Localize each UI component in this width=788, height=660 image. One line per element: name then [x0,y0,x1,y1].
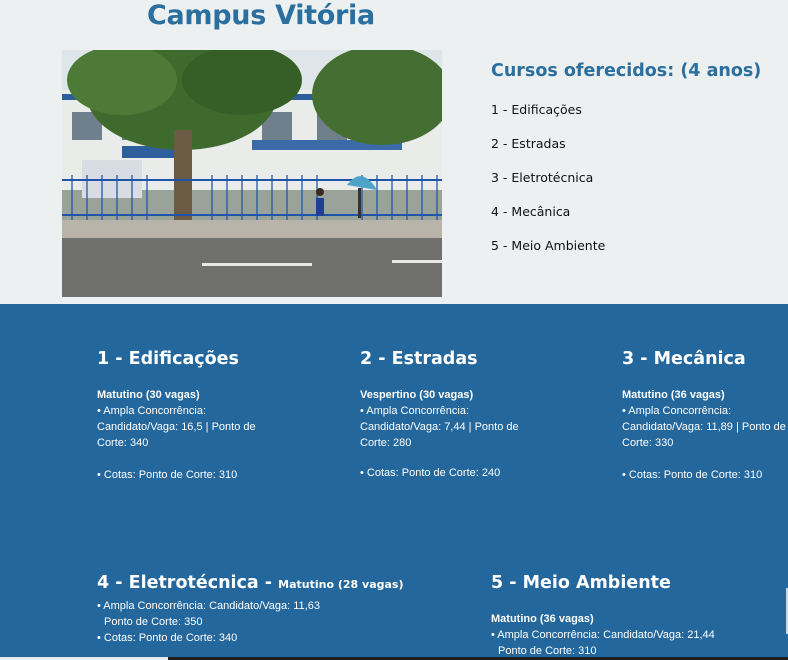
card-text: Ponto de Corte: 310 [498,645,597,657]
course-item: 5 - Meio Ambiente [491,238,606,253]
card-text: Corte: 340 [97,437,149,449]
card-shift: Matutino (30 vagas) [97,389,200,401]
top-section [0,0,788,304]
card-cotas: • Cotas: Ponto de Corte: 340 [97,632,238,644]
card-heading-text: 4 - Eletrotécnica - [97,573,273,593]
course-item: 3 - Eletrotécnica [491,170,594,185]
courses-details-band [0,304,788,660]
card-text: Corte: 330 [622,437,674,449]
card-text: • Ampla Concorrência: [360,405,470,417]
page-title: Campus Vitória [147,0,375,31]
card-heading-eletrotecnica [97,573,404,593]
card-shift: Matutino (36 vagas) [622,389,725,401]
card-cotas: • Cotas: Ponto de Corte: 310 [97,469,238,481]
card-text: • Ampla Concorrência: Candidato/Vaga: 21,44 [491,629,715,641]
card-shift-inline: Matutino (28 vagas) [278,578,404,591]
card-text: Candidato/Vaga: 11,89 | Ponto de [622,421,786,433]
card-cotas: • Cotas: Ponto de Corte: 240 [360,467,501,479]
card-text: Candidato/Vaga: 16,5 | Ponto de [97,421,256,433]
card-heading-mecanica: 3 - Mecânica [622,349,746,369]
card-cotas: • Cotas: Ponto de Corte: 310 [622,469,763,481]
course-item: 4 - Mecânica [491,204,571,219]
campus-photo [62,50,442,297]
card-heading-meio-ambiente: 5 - Meio Ambiente [491,573,671,593]
card-text: • Ampla Concorrência: [622,405,732,417]
card-shift: Matutino (36 vagas) [491,613,594,625]
card-heading-estradas: 2 - Estradas [360,349,478,369]
card-text: • Ampla Concorrência: [97,405,207,417]
card-shift: Vespertino (30 vagas) [360,389,474,401]
card-text: Corte: 280 [360,437,412,449]
courses-title: Cursos oferecidos: (4 anos) [491,61,762,81]
card-text: • Ampla Concorrência: Candidato/Vaga: 11,63 [97,600,320,612]
card-text: Candidato/Vaga: 7,44 | Ponto de [360,421,519,433]
course-item: 1 - Edificações [491,102,582,117]
campus-photo-illustration [62,50,442,297]
card-heading-edificacoes: 1 - Edificações [97,349,239,369]
card-text: Ponto de Corte: 350 [104,616,203,628]
course-item: 2 - Estradas [491,136,566,151]
